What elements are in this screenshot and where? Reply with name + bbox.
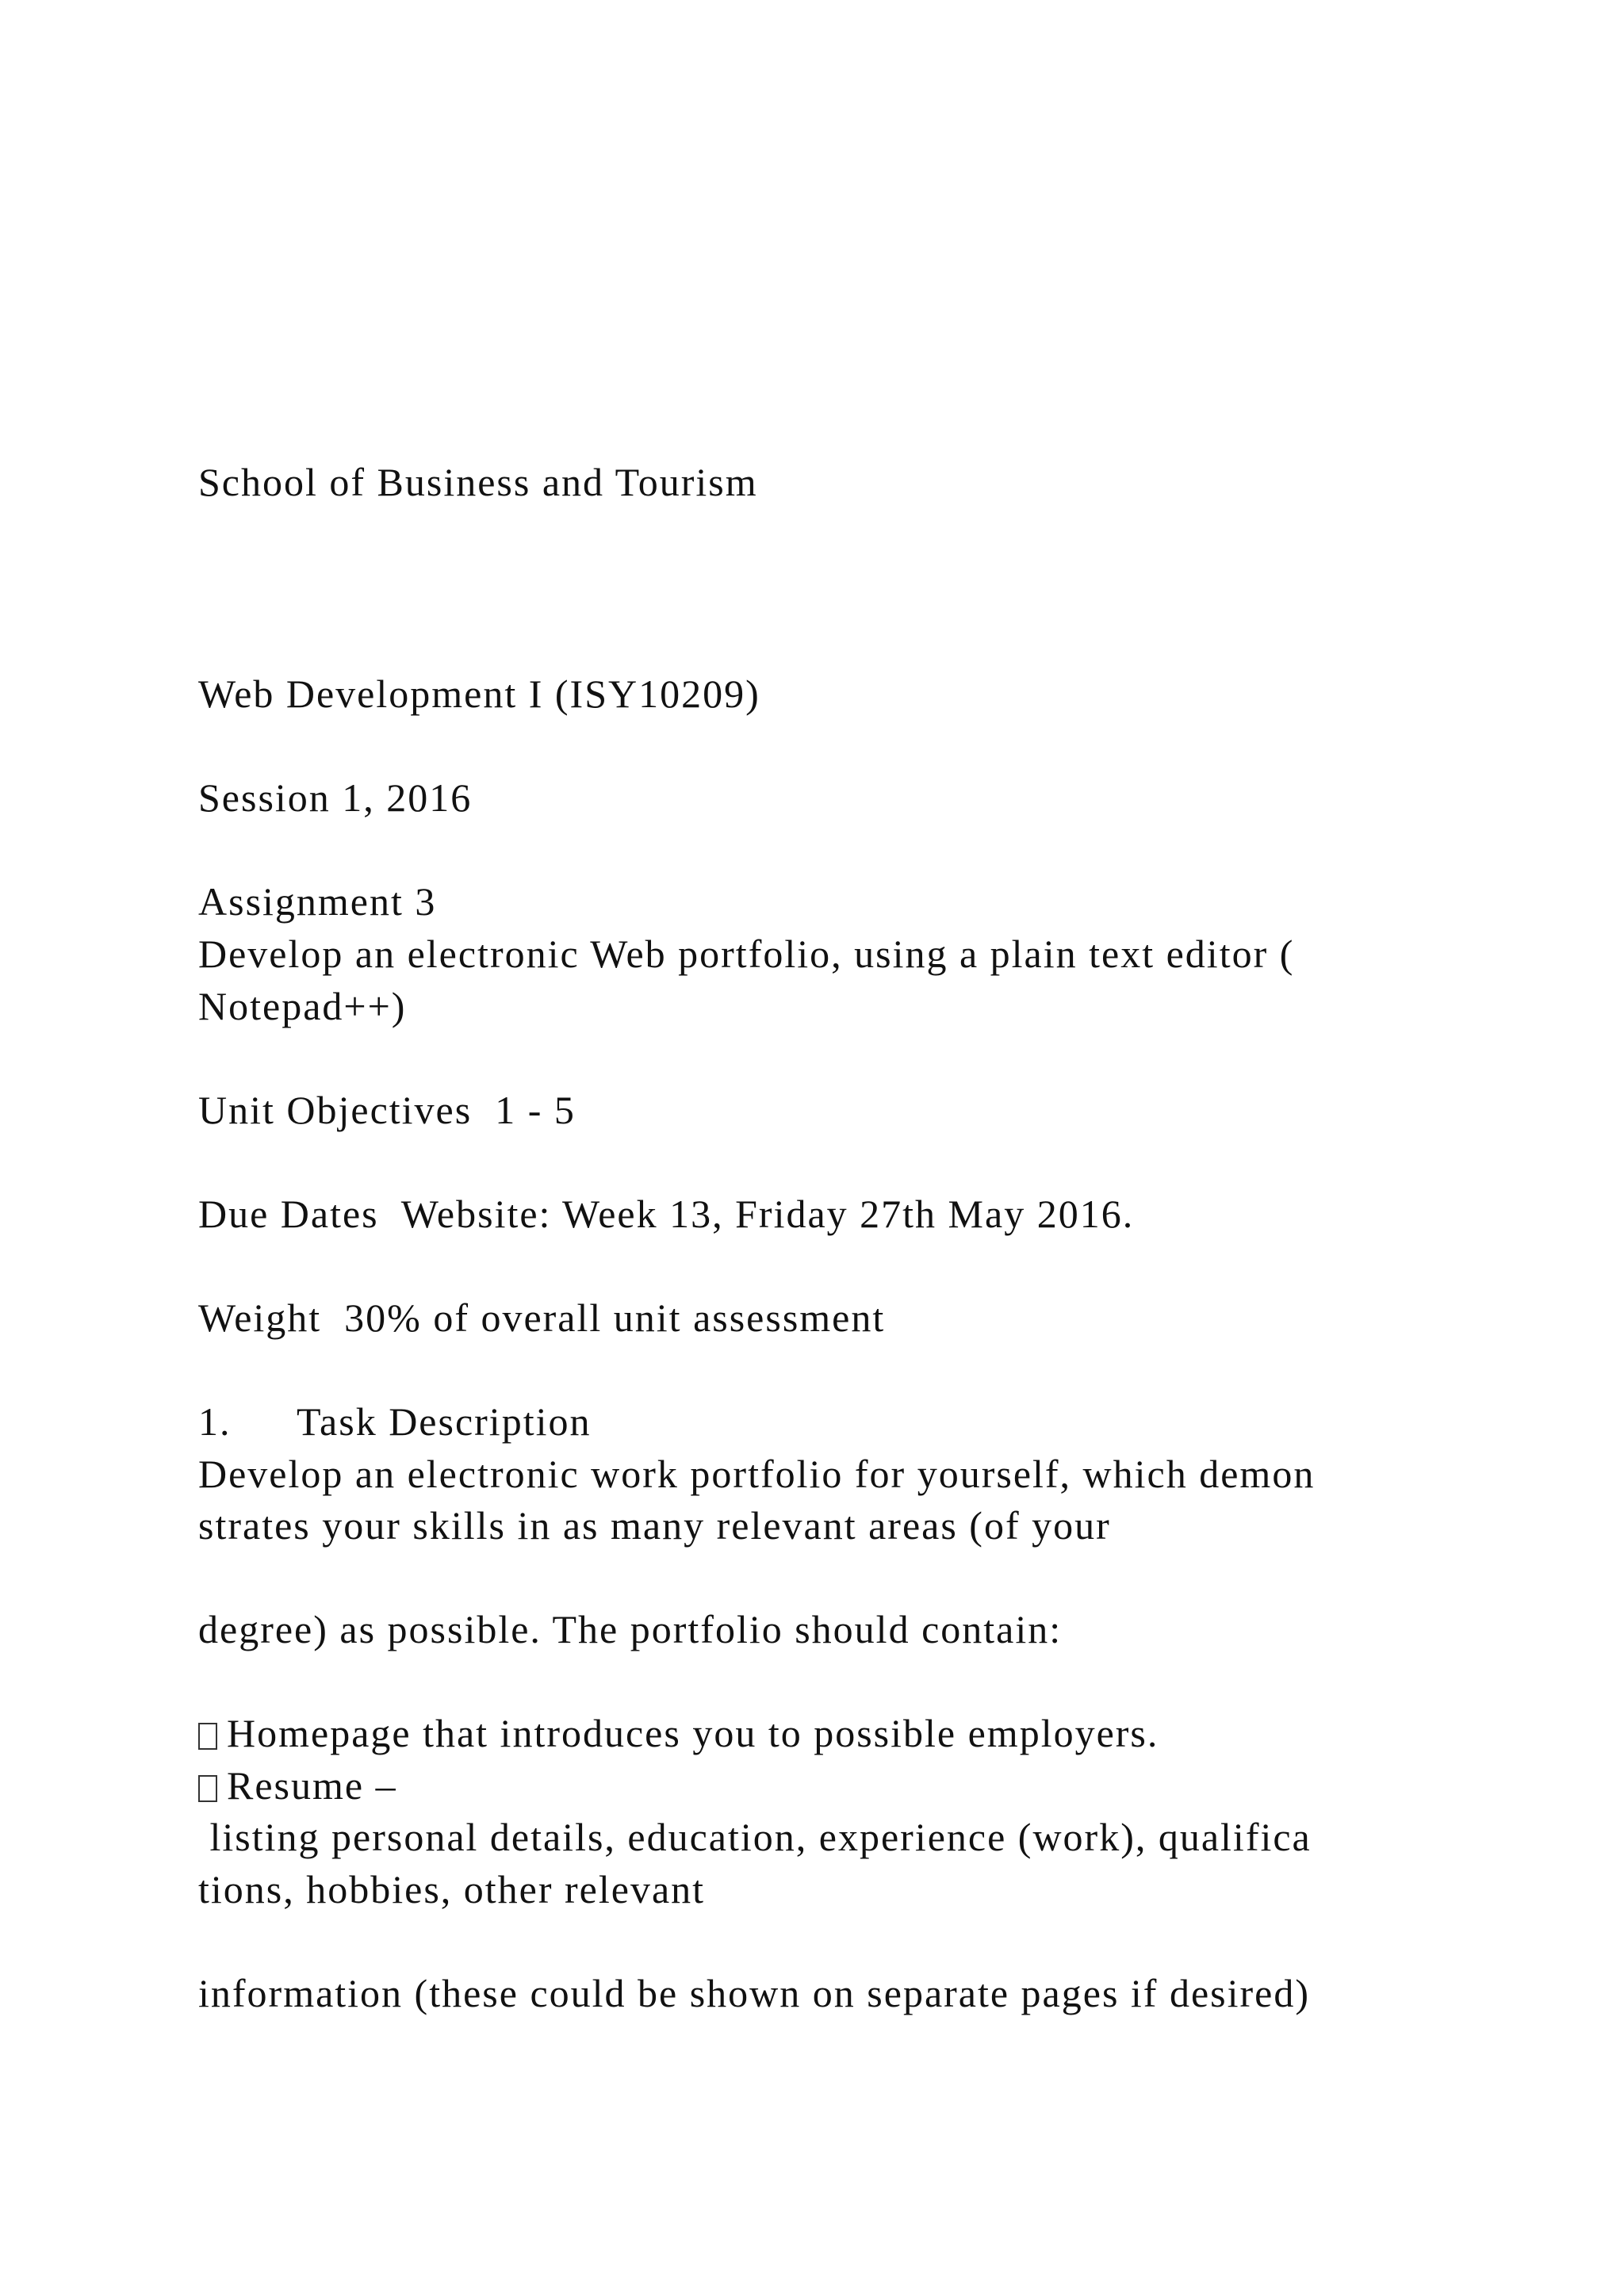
task-paragraph-line-1: Develop an electronic work portfolio for yourself, which demon [198,1452,1316,1496]
task-paragraph-line-3: degree) as possible. The portfolio should contain: [198,1607,1063,1651]
assignment-description-cont: Notepad++) [198,984,407,1028]
session-line: Session 1, 2016 [198,775,473,820]
resume-detail-line-1: listing personal details, education, experience (work), qualifica [198,1815,1312,1859]
assignment-description: Develop an electronic Web portfolio, using a plain text editor ( [198,932,1295,976]
resume-detail-line-2: tions, hobbies, other relevant [198,1867,706,1911]
bullet-box-icon [198,1723,217,1750]
unit-title: Web Development I (ISY10209) [198,672,760,716]
task-heading [198,1399,592,1444]
weight-line: Weight 30% of overall unit assessment [198,1295,886,1340]
school-name: School of Business and Tourism [198,460,758,504]
due-dates: Due Dates Website: Week 13, Friday 27th May 2016. [198,1192,1135,1236]
list-item-resume-text: Resume – [227,1763,397,1808]
unit-objectives: Unit Objectives 1 - 5 [198,1088,576,1132]
list-item-resume [198,1763,397,1808]
resume-detail-line-3: information (these could be shown on separate pages if desired) [198,1971,1310,2015]
task-heading-text: Task Description [297,1399,592,1444]
list-item-homepage-text: Homepage that introduces you to possible employers. [227,1711,1159,1755]
list-item-homepage [198,1713,1159,1753]
task-paragraph-line-2: strates your skills in as many relevant areas (of your [198,1503,1111,1548]
task-number: 1. [198,1399,232,1444]
assignment-title: Assignment 3 [198,879,437,924]
bullet-box-icon [198,1775,217,1802]
